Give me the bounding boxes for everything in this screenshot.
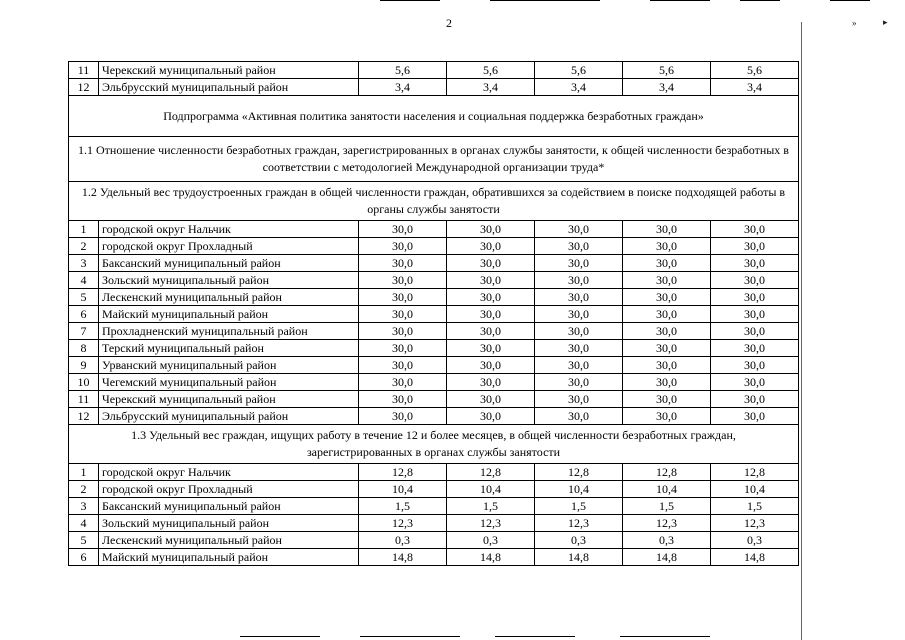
subprogram-section [69, 96, 799, 182]
value-cell: 30,0 [623, 391, 711, 408]
value-cell: 0,3 [447, 532, 535, 549]
value-cell: 30,0 [359, 272, 447, 289]
row-number: 1 [69, 464, 99, 481]
value-cell: 30,0 [535, 408, 623, 425]
table-row [69, 464, 799, 481]
district-name: Черекский муниципальный район [99, 62, 359, 79]
value-cell: 30,0 [711, 340, 799, 357]
row-number: 5 [69, 289, 99, 306]
table-row [69, 306, 799, 323]
value-cell: 30,0 [359, 323, 447, 340]
value-cell: 30,0 [535, 221, 623, 238]
row-number: 11 [69, 62, 99, 79]
page-number: 2 [446, 16, 452, 30]
district-name: городской округ Нальчик [99, 221, 359, 238]
subprogram-row [69, 96, 799, 137]
value-cell: 30,0 [447, 289, 535, 306]
value-cell: 3,4 [447, 79, 535, 96]
table-row [69, 374, 799, 391]
value-cell: 30,0 [447, 323, 535, 340]
row-number: 3 [69, 255, 99, 272]
table-row [69, 340, 799, 357]
value-cell: 5,6 [711, 62, 799, 79]
value-cell: 30,0 [447, 238, 535, 255]
value-cell: 30,0 [535, 357, 623, 374]
scan-line [495, 636, 575, 637]
value-cell: 0,3 [711, 532, 799, 549]
district-name: Чегемский муниципальный район [99, 374, 359, 391]
indicator-table [68, 61, 799, 566]
value-cell: 30,0 [535, 391, 623, 408]
table-row [69, 498, 799, 515]
value-cell: 30,0 [447, 272, 535, 289]
value-cell: 10,4 [447, 481, 535, 498]
value-cell: 5,6 [623, 62, 711, 79]
value-cell: 14,8 [447, 549, 535, 566]
row-number: 4 [69, 272, 99, 289]
district-name: Лескенский муниципальный район [99, 289, 359, 306]
value-cell: 30,0 [535, 238, 623, 255]
section-continued [69, 62, 799, 96]
value-cell: 30,0 [711, 323, 799, 340]
value-cell: 30,0 [623, 408, 711, 425]
value-cell: 14,8 [711, 549, 799, 566]
value-cell: 30,0 [359, 357, 447, 374]
value-cell: 30,0 [535, 340, 623, 357]
value-cell: 30,0 [447, 374, 535, 391]
scan-line [801, 22, 802, 640]
value-cell: 30,0 [623, 374, 711, 391]
value-cell: 5,6 [535, 62, 623, 79]
indicator-1-2-row [69, 182, 799, 221]
value-cell: 30,0 [623, 289, 711, 306]
value-cell: 12,3 [447, 515, 535, 532]
table-row [69, 549, 799, 566]
value-cell: 30,0 [359, 391, 447, 408]
indicator-1-3-title: 1.3 Удельный вес граждан, ищущих работу в течение 12 и более месяцев, в общей численности безработных граждан, зарегистрированных в органах службы занятости [69, 425, 799, 464]
margin-mark-icon: » [852, 18, 857, 28]
value-cell: 30,0 [711, 391, 799, 408]
value-cell: 30,0 [711, 255, 799, 272]
value-cell: 30,0 [711, 238, 799, 255]
row-number: 1 [69, 221, 99, 238]
scan-line [360, 636, 460, 637]
value-cell: 10,4 [359, 481, 447, 498]
value-cell: 30,0 [447, 255, 535, 272]
row-number: 9 [69, 357, 99, 374]
value-cell: 30,0 [359, 238, 447, 255]
district-name: Терский муниципальный район [99, 340, 359, 357]
value-cell: 30,0 [359, 374, 447, 391]
table-row [69, 238, 799, 255]
value-cell: 10,4 [535, 481, 623, 498]
indicator-1-3-rows [69, 464, 799, 566]
row-number: 8 [69, 340, 99, 357]
district-name: Майский муниципальный район [99, 549, 359, 566]
value-cell: 1,5 [447, 498, 535, 515]
value-cell: 30,0 [535, 306, 623, 323]
table-row [69, 323, 799, 340]
value-cell: 30,0 [711, 272, 799, 289]
value-cell: 1,5 [359, 498, 447, 515]
district-name: Прохладненский муниципальный район [99, 323, 359, 340]
value-cell: 30,0 [623, 357, 711, 374]
value-cell: 12,8 [535, 464, 623, 481]
value-cell: 30,0 [623, 323, 711, 340]
row-number: 7 [69, 323, 99, 340]
district-name: Баксанский муниципальный район [99, 255, 359, 272]
value-cell: 30,0 [359, 340, 447, 357]
row-number: 6 [69, 306, 99, 323]
row-number: 6 [69, 549, 99, 566]
value-cell: 12,8 [711, 464, 799, 481]
value-cell: 30,0 [623, 221, 711, 238]
value-cell: 30,0 [359, 408, 447, 425]
district-name: Урванский муниципальный район [99, 357, 359, 374]
value-cell: 30,0 [711, 289, 799, 306]
value-cell: 30,0 [359, 255, 447, 272]
value-cell: 12,3 [535, 515, 623, 532]
value-cell: 0,3 [623, 532, 711, 549]
value-cell: 5,6 [447, 62, 535, 79]
scan-line [830, 0, 870, 1]
value-cell: 30,0 [447, 340, 535, 357]
value-cell: 14,8 [623, 549, 711, 566]
scan-line [740, 0, 780, 1]
table-row [69, 532, 799, 549]
value-cell: 3,4 [535, 79, 623, 96]
value-cell: 30,0 [623, 306, 711, 323]
table-row [69, 481, 799, 498]
value-cell: 30,0 [535, 289, 623, 306]
row-number: 2 [69, 238, 99, 255]
indicator-1-2-section [69, 182, 799, 221]
indicator-1-3-section [69, 425, 799, 464]
value-cell: 1,5 [711, 498, 799, 515]
district-name: Эльбрусский муниципальный район [99, 79, 359, 96]
table-row [69, 357, 799, 374]
value-cell: 0,3 [535, 532, 623, 549]
value-cell: 1,5 [623, 498, 711, 515]
value-cell: 30,0 [623, 340, 711, 357]
indicator-1-2-rows [69, 221, 799, 425]
value-cell: 3,4 [623, 79, 711, 96]
value-cell: 30,0 [535, 255, 623, 272]
table-row [69, 391, 799, 408]
district-name: Майский муниципальный район [99, 306, 359, 323]
value-cell: 12,3 [711, 515, 799, 532]
margin-mark-icon: ▸ [883, 17, 888, 27]
value-cell: 12,8 [623, 464, 711, 481]
value-cell: 30,0 [711, 374, 799, 391]
value-cell: 14,8 [359, 549, 447, 566]
value-cell: 30,0 [535, 374, 623, 391]
value-cell: 12,8 [447, 464, 535, 481]
value-cell: 0,3 [359, 532, 447, 549]
value-cell: 1,5 [535, 498, 623, 515]
row-number: 12 [69, 408, 99, 425]
row-number: 10 [69, 374, 99, 391]
scan-line [380, 0, 440, 1]
district-name: Зольский муниципальный район [99, 272, 359, 289]
value-cell: 30,0 [711, 306, 799, 323]
value-cell: 5,6 [359, 62, 447, 79]
scan-line [620, 636, 710, 637]
value-cell: 3,4 [711, 79, 799, 96]
value-cell: 12,3 [623, 515, 711, 532]
indicator-1-2-title: 1.2 Удельный вес трудоустроенных граждан в общей численности граждан, обратившихся за содействием в поиске подходящей работы в органы службы занятости [69, 182, 799, 221]
value-cell: 10,4 [711, 481, 799, 498]
value-cell: 30,0 [711, 221, 799, 238]
value-cell: 30,0 [447, 391, 535, 408]
district-name: городской округ Прохладный [99, 481, 359, 498]
value-cell: 30,0 [711, 357, 799, 374]
value-cell: 30,0 [623, 255, 711, 272]
value-cell: 3,4 [359, 79, 447, 96]
value-cell: 30,0 [359, 306, 447, 323]
indicator-1-1-title: 1.1 Отношение численности безработных граждан, зарегистрированных в органах службы занятости, к общей численности безработных в соответствии с методологией Международной организации труда* [69, 137, 799, 182]
value-cell: 30,0 [623, 272, 711, 289]
district-name: Черекский муниципальный район [99, 391, 359, 408]
value-cell: 30,0 [447, 357, 535, 374]
table-row [69, 408, 799, 425]
value-cell: 14,8 [535, 549, 623, 566]
scan-line [240, 636, 320, 637]
scan-line [650, 0, 710, 1]
table-row [69, 79, 799, 96]
value-cell: 30,0 [447, 306, 535, 323]
value-cell: 30,0 [711, 408, 799, 425]
table-row [69, 62, 799, 79]
value-cell: 30,0 [623, 238, 711, 255]
row-number: 3 [69, 498, 99, 515]
scan-line [490, 0, 600, 1]
value-cell: 30,0 [535, 272, 623, 289]
district-name: Эльбрусский муниципальный район [99, 408, 359, 425]
row-number: 2 [69, 481, 99, 498]
value-cell: 30,0 [447, 408, 535, 425]
row-number: 5 [69, 532, 99, 549]
table-row [69, 221, 799, 238]
table-row [69, 289, 799, 306]
value-cell: 30,0 [359, 289, 447, 306]
value-cell: 30,0 [447, 221, 535, 238]
row-number: 11 [69, 391, 99, 408]
value-cell: 30,0 [359, 221, 447, 238]
indicator-1-3-row [69, 425, 799, 464]
row-number: 4 [69, 515, 99, 532]
district-name: городской округ Нальчик [99, 464, 359, 481]
table-row [69, 255, 799, 272]
district-name: Лескенский муниципальный район [99, 532, 359, 549]
district-name: городской округ Прохладный [99, 238, 359, 255]
row-number: 12 [69, 79, 99, 96]
table-row [69, 515, 799, 532]
value-cell: 12,8 [359, 464, 447, 481]
indicator-1-1-row [69, 137, 799, 182]
value-cell: 10,4 [623, 481, 711, 498]
subprogram-title: Подпрограмма «Активная политика занятости населения и социальная поддержка безработных граждан» [69, 96, 799, 137]
district-name: Баксанский муниципальный район [99, 498, 359, 515]
district-name: Зольский муниципальный район [99, 515, 359, 532]
table-row [69, 272, 799, 289]
value-cell: 12,3 [359, 515, 447, 532]
value-cell: 30,0 [535, 323, 623, 340]
